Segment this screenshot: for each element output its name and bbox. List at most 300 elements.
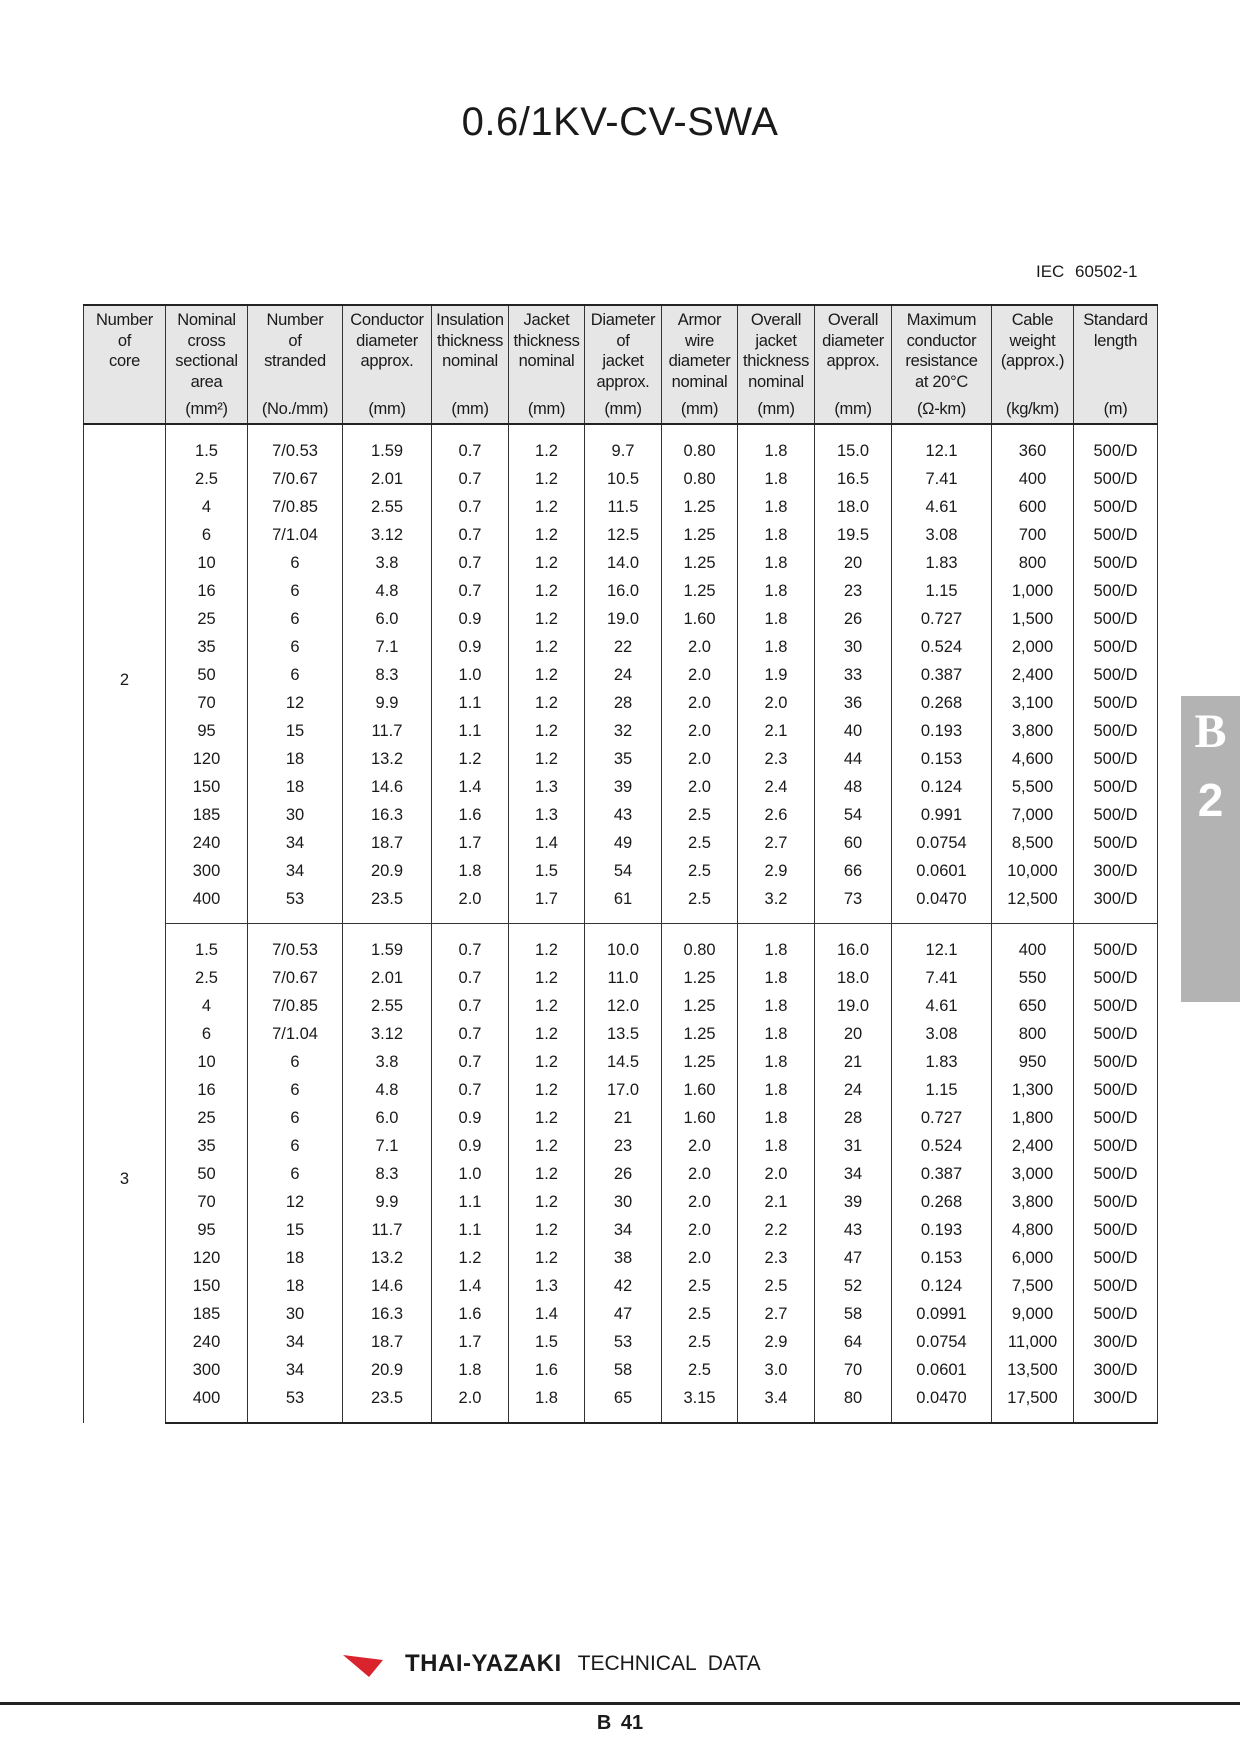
table-row — [84, 801, 1158, 829]
table-cell: 0.9 — [432, 605, 509, 633]
table-cell: 1.2 — [509, 605, 585, 633]
table-row — [84, 829, 1158, 857]
table-cell: 34 — [248, 1356, 343, 1384]
table-cell: 1.8 — [738, 1104, 815, 1132]
table-cell: 800 — [992, 1020, 1074, 1048]
table-cell: 1.8 — [432, 857, 509, 885]
table-cell: 1.6 — [432, 801, 509, 829]
table-cell: 7.41 — [892, 964, 992, 992]
table-cell: 49 — [585, 829, 662, 857]
table-cell: 1.1 — [432, 1216, 509, 1244]
table-cell: 48 — [815, 773, 892, 801]
table-cell: 6 — [248, 1048, 343, 1076]
table-cell: 0.7 — [432, 493, 509, 521]
table-cell: 2.0 — [738, 689, 815, 717]
table-cell: 17,500 — [992, 1384, 1074, 1423]
table-cell: 1.2 — [509, 521, 585, 549]
table-cell: 0.124 — [892, 1272, 992, 1300]
table-cell: 24 — [815, 1076, 892, 1104]
table-cell: 3.12 — [343, 1020, 432, 1048]
table-cell: 0.9 — [432, 1104, 509, 1132]
column-header-unit: (Ω-km) — [916, 399, 966, 418]
table-cell: 18.7 — [343, 1328, 432, 1356]
table-cell: 0.80 — [662, 424, 738, 465]
column-header-label: Armor wire diameter nominal — [668, 311, 731, 391]
table-cell: 2,400 — [992, 1132, 1074, 1160]
table-cell: 16.0 — [815, 924, 892, 965]
table-cell: 1.2 — [509, 1076, 585, 1104]
footer-tagline: TECHNICAL DATA — [577, 1652, 761, 1675]
table-cell: 0.0754 — [892, 829, 992, 857]
table-cell: 21 — [815, 1048, 892, 1076]
company-logo-icon — [343, 1651, 383, 1677]
table-cell: 1.2 — [509, 465, 585, 493]
table-cell: 26 — [585, 1160, 662, 1188]
table-cell: 150 — [166, 1272, 248, 1300]
table-cell: 2.7 — [738, 1300, 815, 1328]
table-cell: 1.2 — [432, 745, 509, 773]
table-cell: 23 — [585, 1132, 662, 1160]
table-cell: 500/D — [1074, 717, 1158, 745]
table-cell: 300/D — [1074, 1356, 1158, 1384]
table-cell: 20 — [815, 549, 892, 577]
table-cell: 18 — [248, 745, 343, 773]
table-cell: 1.2 — [509, 745, 585, 773]
column-header-label: Nominal cross sectional area — [175, 311, 238, 391]
table-cell: 550 — [992, 964, 1074, 992]
table-cell: 185 — [166, 1300, 248, 1328]
table-cell: 12.5 — [585, 521, 662, 549]
table-cell: 1.60 — [662, 605, 738, 633]
table-row — [84, 1244, 1158, 1272]
table-cell: 1.2 — [432, 1244, 509, 1272]
table-cell: 12 — [248, 1188, 343, 1216]
table-cell: 4.8 — [343, 577, 432, 605]
column-header-unit: (mm²) — [185, 399, 228, 418]
table-cell: 500/D — [1074, 829, 1158, 857]
table-cell: 2.0 — [662, 773, 738, 801]
table-cell: 6 — [248, 1132, 343, 1160]
table-cell: 2.5 — [662, 1328, 738, 1356]
column-header — [815, 305, 892, 424]
table-cell: 13,500 — [992, 1356, 1074, 1384]
column-header — [738, 305, 815, 424]
table-cell: 0.7 — [432, 1048, 509, 1076]
table-cell: 2.55 — [343, 493, 432, 521]
table-cell: 70 — [166, 689, 248, 717]
table-cell: 36 — [815, 689, 892, 717]
table-cell: 3.15 — [662, 1384, 738, 1423]
table-cell: 2.5 — [662, 801, 738, 829]
table-cell: 500/D — [1074, 1020, 1158, 1048]
table-cell: 16.3 — [343, 801, 432, 829]
table-cell: 300 — [166, 1356, 248, 1384]
table-cell: 500/D — [1074, 1244, 1158, 1272]
column-header — [992, 305, 1074, 424]
table-cell: 16 — [166, 1076, 248, 1104]
table-cell: 7/0.85 — [248, 493, 343, 521]
table-cell: 0.0991 — [892, 1300, 992, 1328]
column-header-unit: (No./mm) — [261, 399, 329, 418]
table-cell: 28 — [815, 1104, 892, 1132]
table-cell: 7/0.67 — [248, 465, 343, 493]
table-cell: 120 — [166, 745, 248, 773]
table-cell: 400 — [166, 1384, 248, 1423]
column-header-label: Number of stranded — [264, 311, 326, 370]
core-group — [84, 924, 1158, 1424]
table-cell: 19.5 — [815, 521, 892, 549]
table-cell: 300/D — [1074, 857, 1158, 885]
table-cell: 2.01 — [343, 465, 432, 493]
table-cell: 35 — [166, 1132, 248, 1160]
table-cell: 1.25 — [662, 493, 738, 521]
column-header-unit: (m) — [1103, 399, 1128, 418]
table-cell: 22 — [585, 633, 662, 661]
table-cell: 14.6 — [343, 1272, 432, 1300]
table-cell: 1.8 — [738, 1048, 815, 1076]
table-cell: 2.0 — [662, 1132, 738, 1160]
table-cell: 12.1 — [892, 424, 992, 465]
table-cell: 1.83 — [892, 549, 992, 577]
footer-rule — [0, 1702, 1240, 1705]
table-cell: 0.0601 — [892, 857, 992, 885]
table-cell: 1.6 — [509, 1356, 585, 1384]
table-cell: 1.8 — [738, 493, 815, 521]
table-cell: 1.25 — [662, 992, 738, 1020]
table-cell: 0.268 — [892, 1188, 992, 1216]
table-cell: 10.5 — [585, 465, 662, 493]
column-header-unit: (mm) — [368, 399, 406, 418]
table-cell: 400 — [992, 465, 1074, 493]
column-header — [585, 305, 662, 424]
table-cell: 30 — [815, 633, 892, 661]
column-header-unit: (mm) — [604, 399, 642, 418]
table-cell: 1.7 — [432, 1328, 509, 1356]
table-cell: 4.61 — [892, 493, 992, 521]
table-cell: 1.4 — [509, 829, 585, 857]
table-cell: 31 — [815, 1132, 892, 1160]
column-header-label: Number of core — [96, 311, 153, 370]
column-header-unit: (mm) — [527, 399, 566, 418]
core-count-cell: 2 — [84, 424, 166, 924]
table-cell: 1.2 — [509, 1104, 585, 1132]
table-cell: 1.25 — [662, 964, 738, 992]
table-cell: 2.0 — [432, 1384, 509, 1423]
table-cell: 300/D — [1074, 1328, 1158, 1356]
table-cell: 14.0 — [585, 549, 662, 577]
table-cell: 0.7 — [432, 1020, 509, 1048]
table-cell: 12.1 — [892, 924, 992, 965]
table-cell: 2.5 — [662, 829, 738, 857]
table-cell: 500/D — [1074, 964, 1158, 992]
table-cell: 0.7 — [432, 424, 509, 465]
table-cell: 1.8 — [509, 1384, 585, 1423]
table-row — [84, 605, 1158, 633]
table-row — [84, 521, 1158, 549]
table-cell: 1.3 — [509, 773, 585, 801]
column-header-unit: (mm) — [451, 399, 489, 418]
table-cell: 8,500 — [992, 829, 1074, 857]
table-cell: 61 — [585, 885, 662, 924]
table-cell: 0.7 — [432, 992, 509, 1020]
table-cell: 1.8 — [738, 465, 815, 493]
table-cell: 2.5 — [662, 1356, 738, 1384]
table-cell: 11.7 — [343, 717, 432, 745]
table-cell: 500/D — [1074, 493, 1158, 521]
table-cell: 500/D — [1074, 689, 1158, 717]
table-cell: 650 — [992, 992, 1074, 1020]
column-header-label: Cable weight (approx.) — [1000, 311, 1065, 370]
table-cell: 1.2 — [509, 661, 585, 689]
table-cell: 58 — [585, 1356, 662, 1384]
table-cell: 32 — [585, 717, 662, 745]
table-cell: 2.1 — [738, 1188, 815, 1216]
table-cell: 1,800 — [992, 1104, 1074, 1132]
table-cell: 6.0 — [343, 1104, 432, 1132]
table-cell: 1.5 — [509, 857, 585, 885]
table-cell: 2.9 — [738, 1328, 815, 1356]
table-cell: 7.41 — [892, 465, 992, 493]
table-cell: 0.0470 — [892, 885, 992, 924]
table-cell: 10 — [166, 1048, 248, 1076]
table-cell: 21 — [585, 1104, 662, 1132]
table-cell: 0.7 — [432, 521, 509, 549]
table-cell: 1.5 — [509, 1328, 585, 1356]
column-header — [662, 305, 738, 424]
table-cell: 2.5 — [662, 857, 738, 885]
table-cell: 60 — [815, 829, 892, 857]
table-cell: 14.5 — [585, 1048, 662, 1076]
table-cell: 1.3 — [509, 801, 585, 829]
table-cell: 0.153 — [892, 1244, 992, 1272]
table-cell: 54 — [815, 801, 892, 829]
table-cell: 1.2 — [509, 1048, 585, 1076]
table-cell: 0.7 — [432, 1076, 509, 1104]
table-cell: 13.2 — [343, 1244, 432, 1272]
table-cell: 8.3 — [343, 661, 432, 689]
table-cell: 0.7 — [432, 465, 509, 493]
table-cell: 0.7 — [432, 549, 509, 577]
table-cell: 35 — [166, 633, 248, 661]
column-header — [248, 305, 343, 424]
table-cell: 0.524 — [892, 633, 992, 661]
column-header — [343, 305, 432, 424]
table-cell: 1.0 — [432, 661, 509, 689]
table-cell: 9.9 — [343, 1188, 432, 1216]
table-cell: 5,500 — [992, 773, 1074, 801]
table-cell: 500/D — [1074, 521, 1158, 549]
column-header-label: Standard length — [1083, 311, 1148, 350]
table-cell: 1.2 — [509, 964, 585, 992]
table-cell: 6 — [248, 661, 343, 689]
table-cell: 1.2 — [509, 549, 585, 577]
table-cell: 16.5 — [815, 465, 892, 493]
table-cell: 35 — [585, 745, 662, 773]
table-cell: 23 — [815, 577, 892, 605]
table-cell: 1.8 — [738, 549, 815, 577]
table-cell: 2.5 — [662, 885, 738, 924]
table-cell: 0.80 — [662, 465, 738, 493]
table-cell: 3.08 — [892, 1020, 992, 1048]
table-cell: 4,600 — [992, 745, 1074, 773]
table-cell: 600 — [992, 493, 1074, 521]
section-tab — [1181, 696, 1240, 1002]
table-cell: 7/1.04 — [248, 1020, 343, 1048]
table-cell: 500/D — [1074, 1300, 1158, 1328]
core-group — [84, 424, 1158, 924]
table-cell: 14.6 — [343, 773, 432, 801]
table-cell: 3.08 — [892, 521, 992, 549]
table-cell: 500/D — [1074, 549, 1158, 577]
table-cell: 26 — [815, 605, 892, 633]
table-cell: 6 — [248, 1076, 343, 1104]
table-row — [84, 1132, 1158, 1160]
table-cell: 0.193 — [892, 717, 992, 745]
table-cell: 950 — [992, 1048, 1074, 1076]
table-cell: 3,800 — [992, 1188, 1074, 1216]
table-cell: 1.25 — [662, 549, 738, 577]
table-cell: 11.7 — [343, 1216, 432, 1244]
table-cell: 12.0 — [585, 992, 662, 1020]
table-cell: 1.15 — [892, 1076, 992, 1104]
table-cell: 6 — [166, 1020, 248, 1048]
table-cell: 1.5 — [166, 424, 248, 465]
core-count-cell: 3 — [84, 924, 166, 1424]
table-cell: 13.5 — [585, 1020, 662, 1048]
table-row — [84, 924, 1158, 965]
table-cell: 0.268 — [892, 689, 992, 717]
table-cell: 30 — [585, 1188, 662, 1216]
table-cell: 1.8 — [738, 605, 815, 633]
table-row — [84, 1300, 1158, 1328]
table-cell: 500/D — [1074, 424, 1158, 465]
table-cell: 28 — [585, 689, 662, 717]
table-cell: 3,800 — [992, 717, 1074, 745]
table-cell: 17.0 — [585, 1076, 662, 1104]
table-cell: 3.4 — [738, 1384, 815, 1423]
table-cell: 0.524 — [892, 1132, 992, 1160]
table-cell: 6 — [248, 549, 343, 577]
table-cell: 1.59 — [343, 924, 432, 965]
table-cell: 1.8 — [432, 1356, 509, 1384]
table-row — [84, 661, 1158, 689]
table-cell: 400 — [992, 924, 1074, 965]
table-row — [84, 857, 1158, 885]
table-cell: 500/D — [1074, 661, 1158, 689]
table-cell: 30 — [248, 801, 343, 829]
table-cell: 1.3 — [509, 1272, 585, 1300]
table-cell: 18 — [248, 1244, 343, 1272]
table-cell: 1.9 — [738, 661, 815, 689]
table-cell: 3.2 — [738, 885, 815, 924]
table-cell: 43 — [585, 801, 662, 829]
table-cell: 500/D — [1074, 1216, 1158, 1244]
table-cell: 2.01 — [343, 964, 432, 992]
table-cell: 2.1 — [738, 717, 815, 745]
table-cell: 2.5 — [738, 1272, 815, 1300]
table-header-row — [84, 305, 1158, 424]
table-cell: 10.0 — [585, 924, 662, 965]
table-cell: 2.3 — [738, 1244, 815, 1272]
table-cell: 4 — [166, 992, 248, 1020]
table-cell: 1.7 — [432, 829, 509, 857]
column-header-label: Overall jacket thickness nominal — [742, 311, 810, 391]
column-header-label: Insulation thickness nominal — [436, 311, 504, 370]
table-cell: 2.0 — [662, 717, 738, 745]
table-cell: 6 — [166, 521, 248, 549]
table-cell: 1.25 — [662, 1048, 738, 1076]
table-cell: 2.0 — [662, 1160, 738, 1188]
table-cell: 500/D — [1074, 801, 1158, 829]
table-cell: 0.387 — [892, 661, 992, 689]
column-header — [84, 305, 166, 424]
table-cell: 1.8 — [738, 577, 815, 605]
table-cell: 15.0 — [815, 424, 892, 465]
table-row — [84, 549, 1158, 577]
table-cell: 0.9 — [432, 1132, 509, 1160]
table-cell: 10,000 — [992, 857, 1074, 885]
table-row — [84, 745, 1158, 773]
table-cell: 0.124 — [892, 773, 992, 801]
table-cell: 65 — [585, 1384, 662, 1423]
table-cell: 18.7 — [343, 829, 432, 857]
table-cell: 0.80 — [662, 924, 738, 965]
table-cell: 1.59 — [343, 424, 432, 465]
table-cell: 1.2 — [509, 689, 585, 717]
table-cell: 7.1 — [343, 633, 432, 661]
table-cell: 1.2 — [509, 1132, 585, 1160]
table-cell: 0.727 — [892, 1104, 992, 1132]
table-row — [84, 689, 1158, 717]
table-cell: 3,100 — [992, 689, 1074, 717]
table-cell: 0.7 — [432, 964, 509, 992]
page-title: 0.6/1KV-CV-SWA — [461, 100, 779, 144]
table-cell: 2.0 — [662, 745, 738, 773]
table-row — [84, 964, 1158, 992]
table-cell: 2.5 — [166, 964, 248, 992]
table-cell: 0.153 — [892, 745, 992, 773]
column-header-unit: (mm) — [757, 399, 795, 418]
table-cell: 1.25 — [662, 1020, 738, 1048]
table-cell: 8.3 — [343, 1160, 432, 1188]
table-row — [84, 424, 1158, 465]
table-cell: 39 — [815, 1188, 892, 1216]
table-cell: 9,000 — [992, 1300, 1074, 1328]
table-cell: 7/0.53 — [248, 424, 343, 465]
column-header-label: Jacket thickness nominal — [513, 311, 580, 370]
table-cell: 6 — [248, 605, 343, 633]
table-cell: 1.2 — [509, 1188, 585, 1216]
table-cell: 3.12 — [343, 521, 432, 549]
table-cell: 23.5 — [343, 1384, 432, 1423]
table-row — [84, 1272, 1158, 1300]
table-cell: 500/D — [1074, 1076, 1158, 1104]
column-header-label: Overall diameter approx. — [822, 311, 884, 370]
table-row — [84, 1020, 1158, 1048]
table-cell: 1.8 — [738, 1132, 815, 1160]
table-cell: 34 — [815, 1160, 892, 1188]
table-cell: 500/D — [1074, 1188, 1158, 1216]
table-cell: 2.4 — [738, 773, 815, 801]
table-cell: 1.2 — [509, 992, 585, 1020]
table-cell: 2.5 — [166, 465, 248, 493]
table-cell: 6,000 — [992, 1244, 1074, 1272]
table-cell: 1.15 — [892, 577, 992, 605]
table-cell: 47 — [585, 1300, 662, 1328]
table-cell: 1.2 — [509, 424, 585, 465]
table-cell: 1.2 — [509, 1020, 585, 1048]
standard-reference: IEC 60502-1 — [1036, 262, 1138, 281]
